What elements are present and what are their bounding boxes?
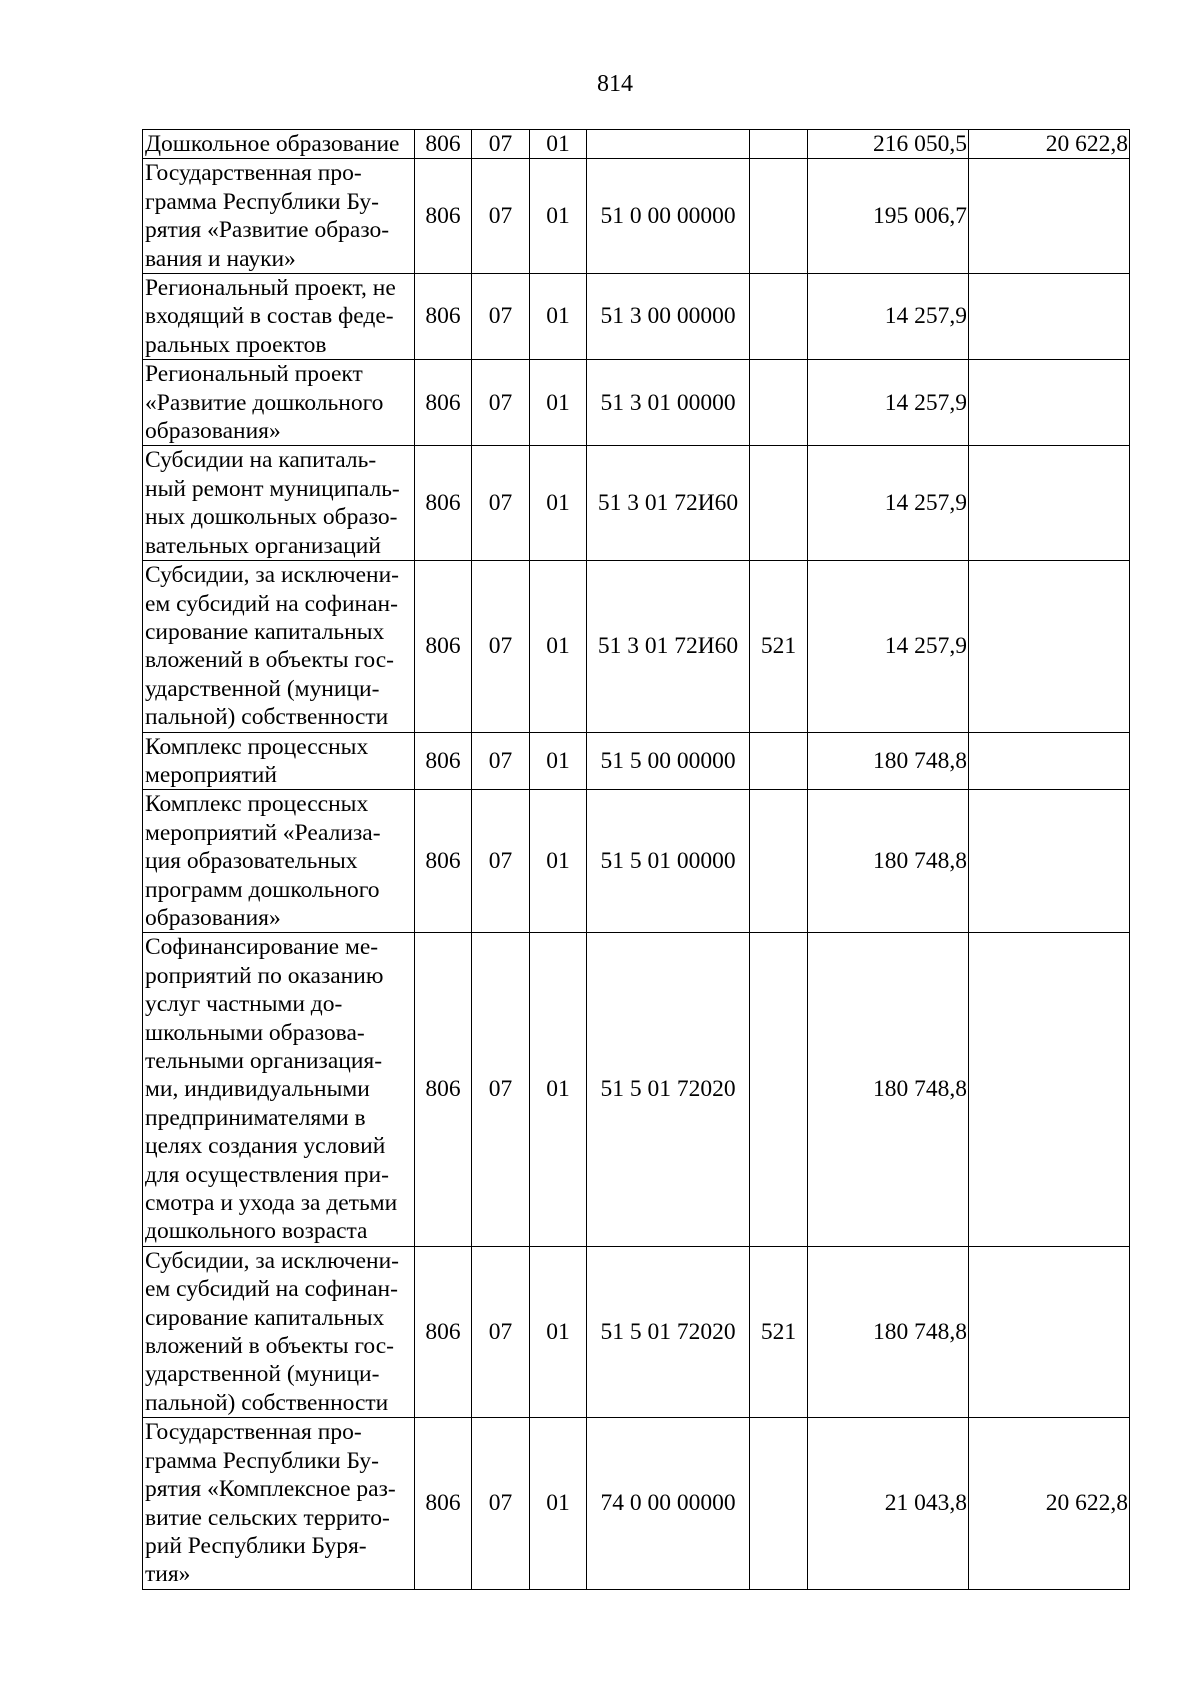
row-name-line: Государственная про-	[145, 160, 362, 187]
target-article-cell	[587, 130, 750, 159]
subsection-code-cell: 01	[530, 933, 587, 1246]
row-name-line: витие сельских террито-	[145, 1504, 390, 1531]
row-name-line: ударственной (муници-	[145, 675, 380, 702]
target-article-cell: 51 3 00 00000	[587, 274, 750, 360]
subsection-code-cell: 01	[530, 274, 587, 360]
row-name-line: Субсидии на капиталь-	[145, 447, 377, 474]
row-name-line: вания и науки»	[145, 245, 296, 272]
ministry-code-cell: 806	[415, 360, 472, 446]
target-article-cell: 51 5 01 72020	[587, 933, 750, 1246]
row-name-line: мероприятий	[145, 761, 277, 788]
subsection-code-cell: 01	[530, 159, 587, 274]
amount-cell: 216 050,5	[808, 130, 969, 159]
row-name-line: ем субсидий на софинан-	[145, 1276, 398, 1303]
ministry-code-cell: 806	[415, 1418, 472, 1589]
row-name-line: рий Республики Буря-	[145, 1532, 367, 1559]
row-name-cell	[143, 274, 415, 360]
row-name-line: Комплекс процессных	[145, 733, 369, 760]
row-name-line: мероприятий «Реализа-	[145, 819, 381, 846]
row-name-line: рятия «Развитие образо-	[145, 217, 390, 244]
section-code-cell: 07	[472, 159, 530, 274]
row-name-line: смотра и ухода за детьми	[145, 1190, 398, 1217]
ministry-code-cell: 806	[415, 159, 472, 274]
row-name-line: ем субсидий на софинан-	[145, 590, 398, 617]
target-article-cell: 51 3 01 72И60	[587, 446, 750, 561]
subsection-code-cell: 01	[530, 1246, 587, 1417]
table-row	[143, 274, 1130, 360]
section-code-cell: 07	[472, 446, 530, 561]
row-name-line: тельными организация-	[145, 1048, 383, 1074]
target-article-cell: 51 5 01 00000	[587, 790, 750, 933]
row-name-line: ный ремонт муниципаль-	[145, 475, 400, 502]
table-row	[143, 1246, 1130, 1417]
row-name-line: ных дошкольных образо-	[145, 504, 398, 531]
section-code-cell: 07	[472, 732, 530, 790]
subsection-code-cell: 01	[530, 130, 587, 159]
budget-table	[142, 129, 1130, 1590]
ministry-code-cell: 806	[415, 446, 472, 561]
expense-type-cell	[750, 274, 808, 360]
expense-type-cell	[750, 790, 808, 933]
section-code-cell: 07	[472, 561, 530, 732]
row-name-line: пальной) собственности	[145, 704, 389, 731]
row-name-line: ция образовательных	[145, 848, 358, 875]
target-article-cell: 51 5 01 72020	[587, 1246, 750, 1417]
amount-federal-cell: 20 622,8	[969, 1418, 1130, 1589]
row-name-cell	[143, 561, 415, 732]
row-name-line: Региональный проект	[145, 361, 363, 388]
table-row	[143, 446, 1130, 561]
row-name-line: Субсидии, за исключени-	[145, 562, 399, 589]
row-name-line: Софинансирование ме-	[145, 934, 379, 961]
row-name-line: вложений в объекты гос-	[145, 647, 394, 674]
amount-cell: 180 748,8	[808, 790, 969, 933]
table-body	[143, 130, 1130, 1590]
expense-type-cell	[750, 130, 808, 159]
amount-federal-cell	[969, 360, 1130, 446]
row-name-line: услуг частными до-	[145, 991, 343, 1018]
target-article-cell: 51 3 01 00000	[587, 360, 750, 446]
amount-federal-cell	[969, 446, 1130, 561]
amount-federal-cell	[969, 933, 1130, 1246]
row-name-line: образования»	[145, 418, 281, 445]
amount-cell: 14 257,9	[808, 446, 969, 561]
amount-cell: 21 043,8	[808, 1418, 969, 1589]
ministry-code-cell: 806	[415, 933, 472, 1246]
row-name-line: рятия «Комплексное раз-	[145, 1476, 396, 1503]
row-name-line: дошкольного возраста	[145, 1218, 368, 1245]
amount-cell: 195 006,7	[808, 159, 969, 274]
expense-type-cell	[750, 1418, 808, 1589]
row-name-line: вательных организаций	[145, 532, 381, 559]
subsection-code-cell: 01	[530, 446, 587, 561]
expense-type-cell	[750, 159, 808, 274]
row-name-line: образования»	[145, 904, 281, 931]
section-code-cell: 07	[472, 1246, 530, 1417]
row-name-cell	[143, 732, 415, 790]
row-name-cell	[143, 790, 415, 933]
subsection-code-cell: 01	[530, 561, 587, 732]
row-name-line: «Развитие дошкольного	[145, 389, 384, 416]
amount-federal-cell	[969, 159, 1130, 274]
table-row	[143, 561, 1130, 732]
subsection-code-cell: 01	[530, 360, 587, 446]
table-row	[143, 790, 1130, 933]
section-code-cell: 07	[472, 790, 530, 933]
row-name-line: Субсидии, за исключени-	[145, 1247, 399, 1274]
amount-cell: 14 257,9	[808, 561, 969, 732]
row-name-cell	[143, 446, 415, 561]
row-name-line: вложений в объекты гос-	[145, 1333, 394, 1360]
section-code-cell: 07	[472, 360, 530, 446]
row-name-line: входящий в состав феде-	[145, 303, 394, 330]
expense-type-cell	[750, 360, 808, 446]
target-article-cell: 74 0 00 00000	[587, 1418, 750, 1589]
amount-federal-cell	[969, 732, 1130, 790]
ministry-code-cell: 806	[415, 561, 472, 732]
ministry-code-cell: 806	[415, 274, 472, 360]
table-row	[143, 933, 1130, 1246]
amount-federal-cell	[969, 561, 1130, 732]
row-name-cell	[143, 360, 415, 446]
table-row	[143, 130, 1130, 159]
subsection-code-cell: 01	[530, 732, 587, 790]
row-name-cell	[143, 933, 415, 1246]
row-name-line: Комплекс процессных	[145, 791, 369, 818]
expense-type-cell	[750, 933, 808, 1246]
ministry-code-cell: 806	[415, 732, 472, 790]
amount-federal-cell: 20 622,8	[969, 130, 1130, 159]
row-name-line: сирование капитальных	[145, 618, 385, 645]
table-row	[143, 732, 1130, 790]
row-name-line: Государственная про-	[145, 1419, 362, 1446]
row-name-line: сирование капитальных	[145, 1304, 385, 1331]
row-name-line: целях создания условий	[145, 1133, 386, 1160]
expense-type-cell	[750, 446, 808, 561]
subsection-code-cell: 01	[530, 1418, 587, 1589]
row-name-cell	[143, 130, 415, 159]
target-article-cell: 51 5 00 00000	[587, 732, 750, 790]
row-name-line: ральных проектов	[145, 331, 327, 358]
section-code-cell: 07	[472, 130, 530, 159]
ministry-code-cell: 806	[415, 790, 472, 933]
amount-cell: 180 748,8	[808, 732, 969, 790]
row-name-line: пальной) собственности	[145, 1389, 389, 1416]
ministry-code-cell: 806	[415, 1246, 472, 1417]
row-name-line: грамма Республики Бу-	[145, 1447, 379, 1474]
amount-cell: 14 257,9	[808, 360, 969, 446]
amount-cell: 180 748,8	[808, 933, 969, 1246]
table-row	[143, 1418, 1130, 1589]
row-name-line: Региональный проект, не	[145, 275, 396, 302]
amount-federal-cell	[969, 790, 1130, 933]
section-code-cell: 07	[472, 1418, 530, 1589]
section-code-cell: 07	[472, 933, 530, 1246]
row-name-line: ми, индивидуальными	[145, 1076, 370, 1103]
subsection-code-cell: 01	[530, 790, 587, 933]
table-row	[143, 360, 1130, 446]
amount-federal-cell	[969, 1246, 1130, 1417]
row-name-line: грамма Республики Бу-	[145, 188, 379, 215]
row-name-cell	[143, 159, 415, 274]
row-name-line: школьными образова-	[145, 1019, 365, 1046]
row-name-line: ударственной (муници-	[145, 1361, 380, 1388]
table-row	[143, 159, 1130, 274]
target-article-cell: 51 3 01 72И60	[587, 561, 750, 732]
row-name-line: тия»	[145, 1561, 191, 1588]
section-code-cell: 07	[472, 274, 530, 360]
amount-cell: 180 748,8	[808, 1246, 969, 1417]
row-name-line: для осуществления при-	[145, 1161, 389, 1188]
row-name-cell	[143, 1246, 415, 1417]
amount-cell: 14 257,9	[808, 274, 969, 360]
row-name-cell	[143, 1418, 415, 1589]
amount-federal-cell	[969, 274, 1130, 360]
expense-type-cell: 521	[750, 1246, 808, 1417]
expense-type-cell	[750, 732, 808, 790]
row-name-line: предпринимателями в	[145, 1104, 366, 1131]
expense-type-cell: 521	[750, 561, 808, 732]
row-name-line: роприятий по оказанию	[145, 962, 384, 989]
row-name-line: программ дошкольного	[145, 876, 380, 903]
ministry-code-cell: 806	[415, 130, 472, 159]
page-number: 814	[597, 71, 633, 97]
target-article-cell: 51 0 00 00000	[587, 159, 750, 274]
row-name-line: Дошкольное образование	[145, 131, 400, 157]
